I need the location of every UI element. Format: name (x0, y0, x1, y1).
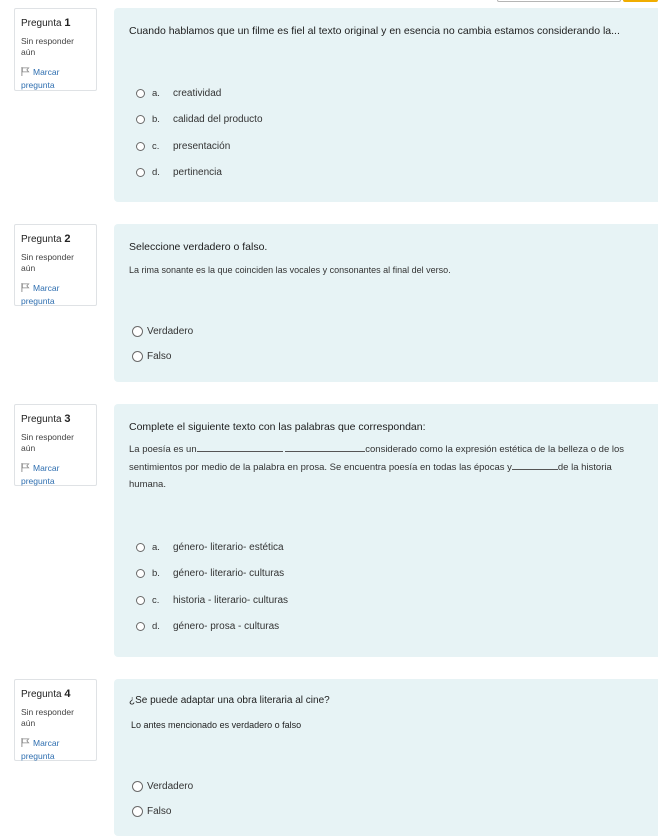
question-state: Sin responder aún (21, 252, 74, 273)
answer-option-b[interactable]: b. calidad del producto (136, 112, 263, 126)
flag-question-link[interactable]: Marcar pregunta (21, 463, 60, 486)
radio-icon[interactable] (136, 596, 145, 605)
radio-icon[interactable] (136, 115, 145, 124)
question-statement: Lo antes mencionado es verdadero o falso (131, 720, 302, 730)
blank-2 (285, 442, 365, 452)
question-title: Pregunta 4 (21, 688, 71, 700)
answer-option-a[interactable]: a. género- literario- estética (136, 540, 284, 554)
question-text: Cuando hablamos que un filme es fiel al texto original y en esencia no cambia estamos considerando la... (129, 25, 620, 37)
answer-option-c[interactable]: c. presentación (136, 139, 230, 153)
question-text: ¿Se puede adaptar una obra literaria al cine? (129, 695, 330, 706)
question-content-3 (114, 404, 658, 657)
question-content-1 (114, 8, 658, 202)
question-statement: La rima sonante es la que coinciden las vocales y consonantes al final del verso. (129, 265, 451, 275)
question-text: Complete el siguiente texto con las palabras que correspondan: (129, 421, 426, 433)
blank-1 (197, 442, 283, 452)
flag-question-link[interactable]: Marcar pregunta (21, 283, 60, 306)
question-info-4 (14, 679, 97, 761)
question-title: Pregunta 1 (21, 17, 71, 29)
flag-question-link[interactable]: Marcar pregunta (21, 67, 60, 90)
question-content-4 (114, 679, 658, 836)
top-accent-stub[interactable] (623, 0, 658, 2)
radio-icon[interactable] (132, 781, 143, 792)
question-state: Sin responder aún (21, 707, 74, 728)
question-state: Sin responder aún (21, 432, 74, 453)
answer-option-d[interactable]: d. género- prosa - culturas (136, 619, 279, 633)
question-info-2 (14, 224, 97, 306)
radio-icon[interactable] (132, 326, 143, 337)
radio-icon[interactable] (132, 806, 143, 817)
answer-option-b[interactable]: b. género- literario- culturas (136, 566, 284, 580)
flag-icon (21, 738, 30, 747)
question-state: Sin responder aún (21, 36, 74, 57)
flag-icon (21, 463, 30, 472)
question-info-3 (14, 404, 97, 486)
question-info-1 (14, 8, 97, 91)
question-title: Pregunta 2 (21, 233, 71, 245)
question-content-2 (114, 224, 658, 382)
cloze-paragraph: La poesía es un considerado como la expresión estética de la belleza o de los sentimientos por medio de la palabra en prosa. Se encuentra poesía en todas las épocas y de la historia humana. (129, 444, 625, 490)
radio-icon[interactable] (136, 142, 145, 151)
radio-icon[interactable] (136, 168, 145, 177)
answer-option-false[interactable]: Falso (132, 349, 171, 363)
radio-icon[interactable] (136, 569, 145, 578)
radio-icon[interactable] (136, 89, 145, 98)
answer-option-c[interactable]: c. historia - literario- culturas (136, 593, 288, 607)
flag-icon (21, 283, 30, 292)
answer-option-false[interactable]: Falso (132, 804, 171, 818)
answer-option-true[interactable]: Verdadero (132, 324, 193, 338)
radio-icon[interactable] (136, 622, 145, 631)
flag-question-link[interactable]: Marcar pregunta (21, 738, 60, 761)
question-title: Pregunta 3 (21, 413, 71, 425)
question-text: Seleccione verdadero o falso. (129, 241, 268, 253)
top-button-stub[interactable] (497, 0, 621, 2)
answer-option-d[interactable]: d. pertinencia (136, 165, 222, 179)
flag-icon (21, 67, 30, 76)
blank-3 (512, 460, 558, 470)
radio-icon[interactable] (132, 351, 143, 362)
answer-option-true[interactable]: Verdadero (132, 779, 193, 793)
radio-icon[interactable] (136, 543, 145, 552)
answer-option-a[interactable]: a. creatividad (136, 86, 221, 100)
